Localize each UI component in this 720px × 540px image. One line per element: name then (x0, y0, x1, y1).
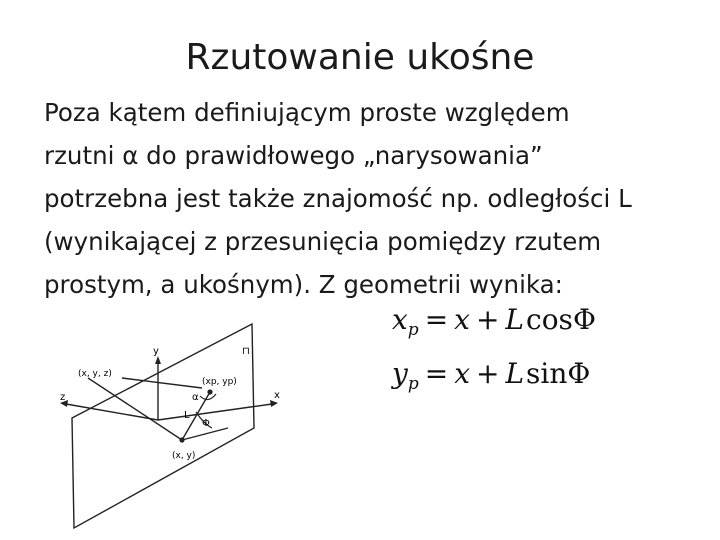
projector-oblique (122, 378, 202, 388)
label-z-axis: z (60, 392, 66, 403)
formula-phi: Φ (572, 303, 596, 336)
formula-lhs-sub: p (407, 320, 419, 340)
body-line: (wynikającej z przesunięcia pomiędzy rzutem (44, 227, 602, 256)
label-point-proj: (xp, yp) (202, 377, 237, 387)
oblique-projection-diagram (52, 300, 312, 540)
projection-plane (72, 324, 254, 528)
y-axis-arrow (155, 356, 161, 364)
formula-xp (392, 296, 596, 350)
label-phi: Φ (202, 418, 210, 429)
z-axis-line (66, 404, 158, 420)
formula-plus: + (475, 357, 500, 390)
formula-fn: cos (526, 303, 573, 336)
projection-horizontal (182, 428, 228, 440)
formula-x: x (454, 303, 470, 336)
formula-lhs: y (392, 357, 408, 390)
slide-body-text (44, 91, 694, 306)
formula-L: L (505, 303, 525, 336)
body-line: Poza kątem definiującym proste względem (44, 98, 570, 127)
body-line: prostym, a ukośnym). Z geometrii wynika: (44, 270, 563, 299)
formula-lhs-sub: p (407, 374, 419, 394)
formula-plus: + (475, 303, 500, 336)
x-axis-arrow (270, 400, 278, 407)
label-y-axis: y (153, 346, 159, 357)
formula-fn: sin (526, 357, 568, 390)
body-line: rzutni α do prawidłowego „narysowania” (44, 141, 543, 170)
formula-eq: = (424, 357, 449, 390)
slide-title: Rzutowanie ukośne (185, 37, 535, 78)
formula-lhs: x (392, 303, 408, 336)
formula-phi: Φ (567, 357, 591, 390)
formula-yp (392, 350, 596, 404)
label-point-orth: (x, y) (172, 451, 196, 461)
point-proj-marker (207, 389, 212, 394)
label-point-3d: (x, y, z) (78, 369, 112, 379)
body-line: potrzebna jest także znajomość np. odległości L (44, 184, 632, 213)
projector-orthogonal (88, 378, 182, 440)
label-alpha: α (192, 392, 199, 403)
formula-eq: = (424, 303, 449, 336)
formulas (392, 296, 596, 404)
label-x-axis: x (274, 390, 280, 401)
point-orth-marker (179, 437, 184, 442)
label-L: L (184, 410, 190, 421)
formula-L: L (505, 357, 525, 390)
x-axis-line (158, 404, 272, 420)
formula-x: x (454, 357, 470, 390)
label-plane: ⊓ (242, 346, 250, 357)
